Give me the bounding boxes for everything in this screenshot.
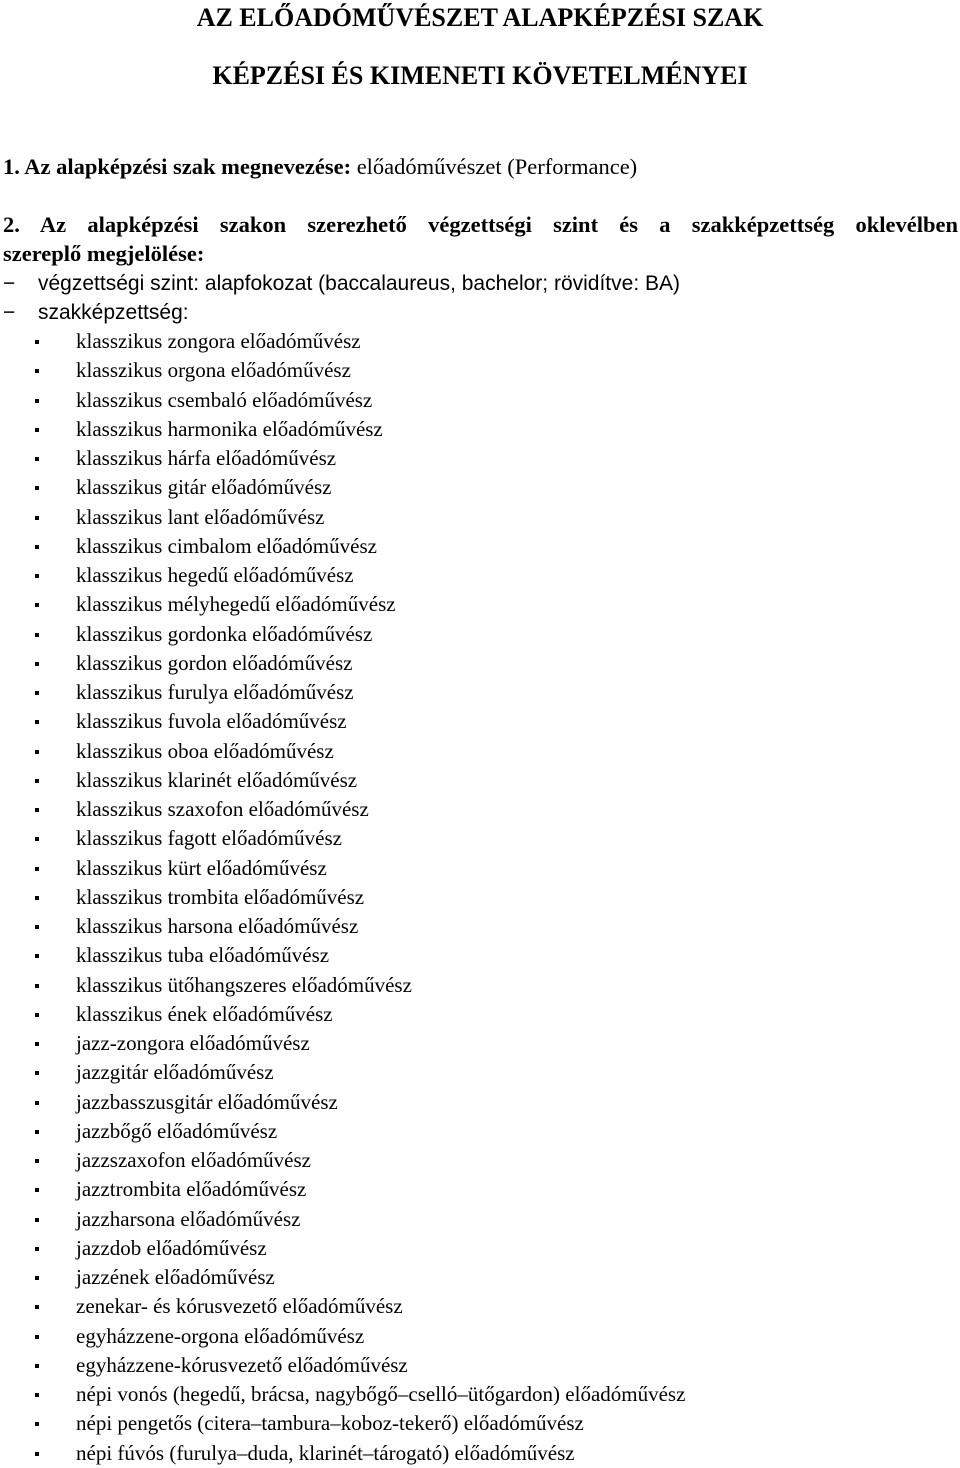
section1-value: előadóművészet (Performance) bbox=[351, 154, 638, 179]
section2-label-line2: szereplő megjelölése: bbox=[3, 241, 205, 266]
bullet-icon bbox=[35, 1276, 39, 1280]
qualification-item-text: klasszikus lant előadóművész bbox=[76, 504, 325, 529]
bullet-icon bbox=[35, 1247, 39, 1251]
bullet-icon bbox=[35, 925, 39, 929]
bullet-icon bbox=[35, 516, 39, 520]
qualification-label: szakképzettség: bbox=[38, 301, 189, 324]
qualification-item-text: klasszikus fuvola előadóművész bbox=[76, 709, 347, 734]
list-item bbox=[0, 854, 960, 883]
bullet-icon bbox=[35, 1364, 39, 1368]
document-title-line2: KÉPZÉSI ÉS KIMENETI KÖVETELMÉNYEI bbox=[212, 61, 748, 90]
list-item bbox=[0, 1058, 960, 1087]
list-item bbox=[0, 1088, 960, 1117]
section1-label: 1. Az alapképzési szak megnevezése: bbox=[3, 154, 352, 179]
qualification-item-text: klasszikus cimbalom előadóművész bbox=[76, 533, 377, 558]
bullet-icon bbox=[35, 1335, 39, 1339]
bullet-icon bbox=[35, 1218, 39, 1222]
bullet-icon bbox=[35, 837, 39, 841]
list-item bbox=[0, 1000, 960, 1029]
bullet-icon bbox=[35, 1393, 39, 1397]
document-title-line1: AZ ELŐADÓMŰVÉSZET ALAPKÉPZÉSI SZAK bbox=[196, 3, 764, 32]
qualification-item-text: klasszikus csembaló előadóművész bbox=[76, 387, 373, 412]
qualification-item-text: klasszikus orgona előadóművész bbox=[76, 358, 351, 383]
list-item bbox=[0, 327, 960, 356]
list-item bbox=[0, 620, 960, 649]
list-item bbox=[0, 473, 960, 502]
list-item bbox=[0, 912, 960, 941]
bullet-icon bbox=[35, 1305, 39, 1309]
list-item bbox=[0, 532, 960, 561]
bullet-icon bbox=[35, 1013, 39, 1017]
qualification-item-text: klasszikus gordonka előadóművész bbox=[76, 621, 373, 646]
bullet-icon bbox=[35, 1452, 39, 1456]
qualification-item-text: jazzgitár előadóművész bbox=[76, 1060, 274, 1085]
bullet-icon bbox=[35, 486, 39, 490]
qualification-item-text: klasszikus oboa előadóművész bbox=[76, 738, 334, 763]
bullet-icon bbox=[35, 1422, 39, 1426]
qualification-item-text: népi vonós (hegedű, brácsa, nagybőgő–cselló–ütőgardon) előadóművész bbox=[76, 1382, 686, 1406]
list-item bbox=[0, 649, 960, 678]
qualification-item-text: népi pengetős (citera–tambura–koboz-tekerő) előadóművész bbox=[76, 1411, 584, 1436]
qualification-item-text: klasszikus tuba előadóművész bbox=[76, 943, 330, 968]
list-item bbox=[0, 1351, 960, 1380]
qualification-item-text: jazztrombita előadóművész bbox=[76, 1177, 307, 1202]
qualification-item-text: klasszikus hárfa előadóművész bbox=[76, 446, 337, 470]
qualification-item-text: jazzbasszusgitár előadóművész bbox=[76, 1089, 338, 1114]
bullet-icon bbox=[35, 340, 39, 344]
list-item bbox=[0, 1292, 960, 1321]
section1-heading bbox=[3, 152, 958, 181]
bullet-icon bbox=[35, 691, 39, 695]
bullet-icon bbox=[35, 399, 39, 403]
bullet-icon bbox=[35, 750, 39, 754]
list-item bbox=[0, 678, 960, 707]
list-item bbox=[0, 444, 960, 473]
qualification-item-text: egyházzene-kórusvezető előadóművész bbox=[76, 1352, 408, 1377]
bullet-icon bbox=[35, 1159, 39, 1163]
bullet-icon bbox=[35, 574, 39, 578]
qualification-item-text: klasszikus ének előadóművész bbox=[76, 1001, 333, 1026]
list-item bbox=[0, 1409, 960, 1438]
list-item bbox=[0, 503, 960, 532]
bullet-icon bbox=[35, 1101, 39, 1105]
bullet-icon bbox=[35, 779, 39, 783]
bullet-icon bbox=[35, 1042, 39, 1046]
bullet-icon bbox=[35, 428, 39, 432]
list-item bbox=[0, 824, 960, 853]
bullet-icon bbox=[35, 603, 39, 607]
qualification-item-text: zenekar- és kórusvezető előadóművész bbox=[76, 1294, 403, 1319]
qualification-list bbox=[0, 327, 960, 1468]
qualification-item-text: klasszikus trombita előadóművész bbox=[76, 884, 365, 909]
qualification-item-text: jazzdob előadóművész bbox=[76, 1235, 267, 1260]
list-item bbox=[0, 1117, 960, 1146]
bullet-icon bbox=[35, 808, 39, 812]
bullet-icon bbox=[35, 984, 39, 988]
bullet-icon bbox=[35, 1130, 39, 1134]
list-item bbox=[0, 1205, 960, 1234]
qualification-item-text: egyházzene-orgona előadóművész bbox=[76, 1323, 365, 1348]
qualification-item-text: jazzbőgő előadóművész bbox=[76, 1118, 278, 1143]
qualification-item-text: jazzének előadóművész bbox=[76, 1265, 275, 1289]
section2-label-line1: 2. Az alapképzési szakon szerezhető végzettségi szint és a szakképzettség oklevélben bbox=[3, 212, 958, 237]
list-item bbox=[0, 795, 960, 824]
list-item bbox=[0, 1322, 960, 1351]
bullet-icon bbox=[35, 457, 39, 461]
qualification-item-text: klasszikus ütőhangszeres előadóművész bbox=[76, 972, 412, 997]
dash-marker: − bbox=[3, 301, 16, 324]
qualification-item-text: klasszikus szaxofon előadóművész bbox=[76, 797, 369, 821]
list-item bbox=[0, 883, 960, 912]
list-item bbox=[0, 941, 960, 970]
list-item bbox=[0, 1439, 960, 1468]
bullet-icon bbox=[35, 867, 39, 871]
qualification-item-text: klasszikus harsona előadóművész bbox=[76, 914, 359, 938]
qualification-item-text: klasszikus kürt előadóművész bbox=[76, 855, 327, 880]
list-item bbox=[0, 1234, 960, 1263]
bullet-icon bbox=[35, 954, 39, 958]
list-item bbox=[0, 1175, 960, 1204]
qualification-item-text: népi fúvós (furulya–duda, klarinét–tárogató) előadóművész bbox=[76, 1440, 575, 1465]
qualification-item-text: klasszikus gitár előadóművész bbox=[76, 475, 332, 500]
bullet-icon bbox=[35, 720, 39, 724]
list-item bbox=[0, 356, 960, 385]
bullet-icon bbox=[35, 1071, 39, 1075]
list-item bbox=[0, 1380, 960, 1409]
list-item bbox=[0, 737, 960, 766]
section2-heading-line2 bbox=[3, 239, 204, 268]
qualification-item-text: klasszikus fagott előadóművész bbox=[76, 826, 342, 851]
list-item bbox=[0, 1029, 960, 1058]
qualification-item-text: klasszikus mélyhegedű előadóművész bbox=[76, 592, 396, 617]
bullet-icon bbox=[35, 662, 39, 666]
list-item bbox=[0, 1263, 960, 1292]
bullet-icon bbox=[35, 545, 39, 549]
list-item bbox=[0, 590, 960, 619]
degree-level-text: végzettségi szint: alapfokozat (baccalaureus, bachelor; rövidítve: BA) bbox=[38, 272, 680, 295]
bullet-icon bbox=[35, 633, 39, 637]
list-item bbox=[0, 415, 960, 444]
bullet-icon bbox=[35, 369, 39, 373]
list-item bbox=[0, 386, 960, 415]
list-item bbox=[0, 766, 960, 795]
qualification-item-text: klasszikus klarinét előadóművész bbox=[76, 767, 358, 792]
qualification-item-text: jazzszaxofon előadóművész bbox=[76, 1148, 311, 1172]
qualification-item-text: klasszikus furulya előadóművész bbox=[76, 680, 354, 704]
dash-marker: − bbox=[3, 272, 16, 295]
list-item bbox=[0, 1146, 960, 1175]
bullet-icon bbox=[35, 896, 39, 900]
qualification-item-text: klasszikus hegedű előadóművész bbox=[76, 563, 354, 587]
qualification-item-text: klasszikus zongora előadóművész bbox=[76, 329, 361, 353]
qualification-item-text: klasszikus gordon előadóművész bbox=[76, 650, 353, 675]
qualification-item-text: klasszikus harmonika előadóművész bbox=[76, 416, 383, 441]
list-item bbox=[0, 707, 960, 736]
list-item bbox=[0, 971, 960, 1000]
bullet-icon bbox=[35, 1188, 39, 1192]
qualification-item-text: jazzharsona előadóművész bbox=[76, 1206, 301, 1231]
qualification-item-text: jazz-zongora előadóművész bbox=[76, 1031, 310, 1055]
list-item bbox=[0, 561, 960, 590]
